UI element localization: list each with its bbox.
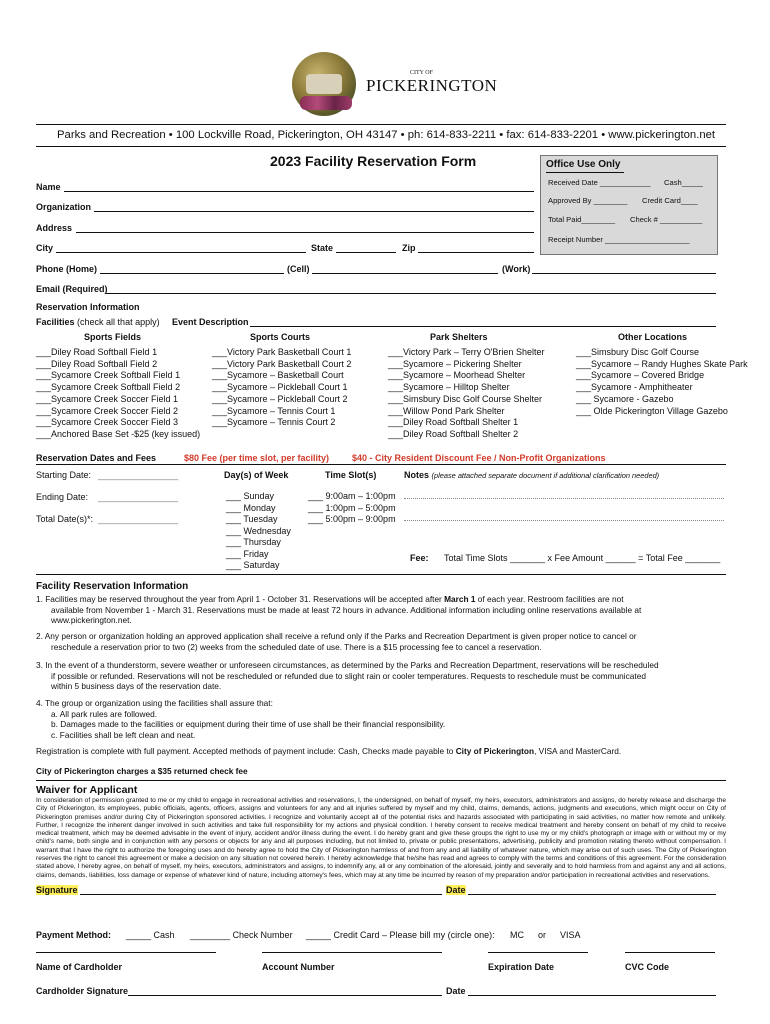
phone-home-label: Phone (Home)	[36, 264, 98, 274]
mc-option[interactable]: MC	[510, 930, 524, 940]
payment-method-label: Payment Method:	[36, 930, 112, 940]
form-title: 2023 Facility Reservation Form	[270, 153, 477, 169]
days-header: Day(s) of Week	[224, 470, 289, 480]
seal-building-image	[306, 74, 342, 94]
pay-credit-option[interactable]: _____ Credit Card – Please bill my (circle one):	[306, 930, 495, 940]
time-slots-header: Time Slot(s)	[325, 470, 377, 480]
email-input[interactable]	[106, 285, 716, 294]
info-item-3	[36, 660, 726, 692]
cell-label: (Cell)	[287, 264, 310, 274]
day-option[interactable]: ___ Tuesday	[226, 514, 278, 524]
ending-date-label: Ending Date:	[36, 492, 89, 502]
waiver-rule	[36, 780, 726, 781]
organization-input[interactable]	[94, 203, 534, 212]
park-shelters-header: Park Shelters	[430, 332, 488, 342]
check-number-field: Check # __________	[630, 215, 703, 224]
city-label: City	[36, 243, 54, 253]
reservation-info-heading: Reservation Information	[36, 302, 140, 312]
info-rule	[36, 574, 726, 575]
address-label: Address	[36, 223, 73, 233]
account-number-label: Account Number	[262, 962, 335, 972]
sports-court-option[interactable]: ___Sycamore – Pickleball Court 1	[212, 382, 348, 393]
cardholder-name-input[interactable]	[36, 952, 216, 953]
info-item-2-a: 2. Any person or organization holding an approved application shall receive a refund only if the Parks and Recreation Department is given proper notice to cancel or	[36, 631, 637, 641]
info-item-4-text: 4. The group or organization using the facilities shall assure that:	[36, 698, 273, 708]
state-input[interactable]	[336, 244, 396, 253]
sports-field-option[interactable]: ___Diley Road Softball Field 1	[36, 347, 158, 357]
other-location-option[interactable]: ___ Olde Pickerington Village Gazebo	[576, 405, 728, 416]
header-rule	[36, 124, 726, 125]
sports-field-option[interactable]: ___Sycamore Creek Soccer Field 1	[36, 393, 179, 404]
name-label: Name	[36, 182, 61, 192]
or-text: or	[538, 930, 547, 940]
signature-input[interactable]	[80, 886, 442, 895]
notes-label	[404, 470, 659, 480]
sports-court-option[interactable]: ___Sycamore – Tennis Court 1	[212, 405, 336, 416]
pay-cash-option[interactable]: _____ Cash	[126, 930, 175, 940]
state-label: State	[311, 243, 334, 253]
other-location-option[interactable]: ___Sycamore – Randy Hughes Skate Park	[576, 358, 748, 369]
sports-courts-header: Sports Courts	[250, 332, 311, 342]
info-item-2-b: reschedule a reservation prior to two (2) weeks from the scheduled date of use. There is a $15 processing fee to cancel a reservation.	[51, 641, 542, 652]
date-label: Date	[446, 885, 466, 895]
city-input[interactable]	[56, 244, 306, 253]
other-location-option[interactable]: ___Sycamore - Amphitheater	[576, 382, 693, 393]
notes-line-1[interactable]	[404, 490, 724, 499]
sports-field-option[interactable]: ___Sycamore Creek Softball Field 1	[36, 370, 181, 381]
park-shelter-option[interactable]: ___Diley Road Softball Shelter 1	[388, 417, 519, 428]
other-locations-header: Other Locations	[618, 332, 688, 342]
info-item-3-b: if possible or refunded. Reservations will not be rescheduled or refunded due to slight rain or cooler temperatures. Requests to reschedule must be communicated	[51, 670, 646, 681]
info-item-3-c: within 5 business days of the reservation date.	[51, 681, 222, 692]
sports-court-option[interactable]: ___Sycamore – Pickleball Court 2	[212, 393, 348, 404]
sports-court-option[interactable]: ___Sycamore – Tennis Court 2	[212, 417, 336, 428]
time-slot-option[interactable]: ___ 1:00pm – 5:00pm	[308, 502, 396, 513]
payment-note	[36, 746, 621, 757]
park-shelter-option[interactable]: ___Sycamore – Pickering Shelter	[388, 358, 522, 369]
expiration-date-input[interactable]	[488, 952, 588, 953]
info-item-4-a: a. All park rules are followed.	[51, 708, 158, 719]
date-input[interactable]	[468, 886, 716, 895]
receipt-number: Receipt Number ____________________	[548, 235, 690, 244]
info-item-2	[36, 631, 726, 652]
cvc-code-label: CVC Code	[625, 962, 670, 972]
signature-label: Signature	[36, 885, 78, 895]
park-shelter-option[interactable]: ___Sycamore – Hilltop Shelter	[388, 382, 510, 393]
dates-fees-heading: Reservation Dates and Fees	[36, 453, 157, 463]
info-item-1-c: available from November 1 - March 31. Reservations must be made at least 72 hours in advance. Additional information including online reservations available at	[51, 604, 642, 615]
zip-label: Zip	[402, 243, 416, 253]
email-label: Email (Required)	[36, 284, 108, 294]
waiver-text: In consideration of permission granted to me or my child to engage in recreational activities and reservations, I, the undersigned, on behalf of myself, my heirs, executors, administrators and assigns, do hereby release and discharge the City of Pickerington, its employees, public officials, agents, officers, assigns and volunteers for any and all injuries suffered by myself and my child, claims, demands, actions, judgments and executions, which might occur on City of Pickerington premises and/or during City of Pickerington sponsored activities. I recognize and voluntarily accept all of the potential risks and hazards associated with participating in said activities, no matter how remote and unlikely. Further, I recognize the inherent danger involved in such activities and take full responsibility for my actions and physical condition. I hereby consent to receive medical treatment and hereby consent on behalf of my child to receive medical treatment, which may be deemed advisable in the event of injury, accident and/or illness during the event. I do hereby grant and give these groups the right to use my or my child's photograph or image with or without my or my child's name, both single and in conjunction with any persons or objects for any and all purposes including, but not limited to, private or public presentations, advertising, publicity and promotion relating thereto without compensation. I warrant that I have the right to authorize the foregoing uses and do hereby agree to hold the City of Pickerington harmless of and from any and all liability of whatever nature, which may arise out of such uses. The City of Pickerington reserves the right to cancel this agreement or make a decision on any situation not covered herein. I hereby acknowledge that he/she has read and agrees to comply with the terms and conditions of this agreement. For the consideration stated above, I hereby agree, on behalf of myself, my heirs, executors, administrators and assigns, to indemnify any, all or any combination of the aforesaid, jointly and severally and to hold harmless from and against any and all actions, claims, demands, liabilities, loss damage or expense of whatever kind of nature, including attorney's fees, which may at any time be incurred by reason of my preparation and/or participation in recreational activities and reservations.	[36, 797, 726, 879]
sports-field-option[interactable]: ___Sycamore Creek Softball Field 2	[36, 382, 181, 393]
regular-fee: $80 Fee (per time slot, per facility)	[184, 453, 330, 463]
total-paid: Total Paid________	[548, 215, 616, 224]
info-item-1-a: 1. Facilities may be reserved throughout the year from April 1 - October 31. Reservations will be accepted after	[36, 594, 445, 604]
pay-check-option[interactable]: ________ Check Number	[190, 930, 293, 940]
organization-label: Organization	[36, 202, 92, 212]
office-use-title: Office Use Only	[546, 159, 621, 170]
office-title-underline	[546, 172, 624, 173]
info-item-4-b: b. Damages made to the facilities or equipment during their time of use shall be their financial responsibility.	[51, 719, 446, 730]
park-shelter-option[interactable]: ___Simsbury Disc Golf Course Shelter	[388, 393, 543, 404]
total-dates-input[interactable]: ________________	[98, 514, 179, 524]
park-shelter-option[interactable]: ___Diley Road Softball Shelter 2	[388, 428, 519, 439]
sports-court-option[interactable]: ___Victory Park Basketball Court 2	[212, 358, 352, 369]
sports-fields-header: Sports Fields	[84, 332, 142, 342]
sports-field-option[interactable]: ___Diley Road Softball Field 2	[36, 358, 158, 369]
returned-check-fee: City of Pickerington charges a $35 returned check fee	[36, 766, 248, 776]
fee-formula[interactable]: Total Time Slots _______ x Fee Amount ______ = Total Fee _______	[444, 553, 721, 563]
day-option[interactable]: ___ Thursday	[226, 537, 281, 547]
zip-input[interactable]	[418, 244, 534, 253]
city-name: PICKERINGTON	[366, 76, 498, 95]
seal-flowers-image	[300, 96, 352, 110]
park-shelter-option[interactable]: ___Willow Pond Park Shelter	[388, 405, 505, 416]
ending-date-input[interactable]: ________________	[98, 492, 179, 502]
total-dates-label: Total Date(s)*:	[36, 514, 94, 524]
facilities-label	[36, 317, 160, 327]
cvc-code-input[interactable]	[625, 952, 715, 953]
work-label: (Work)	[502, 264, 531, 274]
other-location-option[interactable]: ___ Sycamore - Gazebo	[576, 393, 674, 404]
credit-card-field: Credit Card____	[642, 196, 698, 205]
notes-line-2[interactable]	[404, 512, 724, 521]
notes-hint: (please attached separate document if additional clarification needed)	[431, 471, 660, 480]
day-option[interactable]: ___ Wednesday	[226, 525, 291, 536]
starting-date-input[interactable]: ________________	[98, 470, 179, 480]
phone-home-input[interactable]	[100, 265, 284, 274]
info-item-3-a: 3. In the event of a thunderstorm, severe weather or unforeseen circumstances, as determined by the Parks and Recreation Department, reservations will be rescheduled	[36, 660, 659, 670]
time-slot-option[interactable]: ___ 5:00pm – 9:00pm	[308, 514, 396, 524]
sports-field-option[interactable]: ___Anchored Base Set -$25 (key issued)	[36, 428, 201, 439]
info-item-1-bold: March 1	[444, 594, 476, 604]
day-option[interactable]: ___ Monday	[226, 502, 276, 513]
info-item-4	[36, 698, 726, 740]
cardholder-signature-label: Cardholder Signature	[36, 986, 129, 996]
discount-fee: $40 - City Resident Discount Fee / Non-Profit Organizations	[352, 453, 606, 463]
sports-court-option[interactable]: ___Victory Park Basketball Court 1	[212, 347, 352, 357]
facilities-note: (check all that apply)	[77, 317, 160, 327]
visa-option[interactable]: VISA	[560, 930, 581, 940]
name-input[interactable]	[64, 183, 534, 192]
date2-label: Date	[446, 986, 466, 996]
day-option[interactable]: ___ Sunday	[226, 491, 275, 501]
cardholder-signature-input[interactable]	[128, 987, 442, 996]
account-number-input[interactable]	[262, 952, 442, 953]
date2-input[interactable]	[468, 987, 716, 996]
event-description-label: Event Description	[172, 317, 249, 327]
sports-court-option[interactable]: ___Sycamore – Basketball Court	[212, 370, 344, 381]
facility-info-heading: Facility Reservation Information	[36, 581, 189, 592]
cell-input[interactable]	[312, 265, 498, 274]
address-input[interactable]	[76, 224, 534, 233]
contact-line: Parks and Recreation • 100 Lockville Road, Pickerington, OH 43147 • ph: 614-833-2211 • fax: 614-833-2201 • www.pickerington.net	[57, 129, 716, 141]
info-item-1	[36, 594, 726, 626]
info-item-4-c: c. Facilities shall be left clean and neat.	[51, 729, 196, 740]
work-input[interactable]	[532, 265, 716, 274]
city-of-label: CITY OF	[410, 70, 433, 76]
info-item-1-d: www.pickerington.net.	[51, 615, 132, 626]
time-slot-option[interactable]: ___ 9:00am – 1:00pm	[308, 491, 396, 501]
day-option[interactable]: ___ Friday	[226, 548, 269, 559]
park-shelter-option[interactable]: ___Sycamore – Moorhead Shelter	[388, 370, 526, 381]
event-description-input[interactable]	[250, 318, 716, 327]
facilities-label-text: Facilities	[36, 317, 75, 327]
starting-date-label: Starting Date:	[36, 470, 92, 480]
dates-rule	[36, 464, 726, 465]
other-location-option[interactable]: ___Simsbury Disc Golf Course	[576, 347, 700, 357]
sports-field-option[interactable]: ___Sycamore Creek Soccer Field 3	[36, 417, 179, 428]
payment-note-bold: City of Pickerington	[455, 746, 535, 756]
contact-rule	[36, 146, 726, 147]
expiration-date-label: Expiration Date	[488, 962, 555, 972]
payment-note-b: , VISA and MasterCard.	[534, 746, 622, 756]
park-shelter-option[interactable]: ___Victory Park – Terry O'Brien Shelter	[388, 347, 545, 357]
other-location-option[interactable]: ___Sycamore – Covered Bridge	[576, 370, 705, 381]
sports-field-option[interactable]: ___Sycamore Creek Soccer Field 2	[36, 405, 179, 416]
cash-field: Cash_____	[664, 178, 703, 187]
received-date: Received Date ____________	[548, 178, 651, 187]
waiver-heading: Waiver for Applicant	[36, 784, 138, 796]
cardholder-name-label: Name of Cardholder	[36, 962, 123, 972]
approved-by: Approved By ________	[548, 196, 628, 205]
payment-note-a: Registration is complete with full payment. Accepted methods of payment include: Cash, Checks made payable to	[36, 746, 456, 756]
day-option[interactable]: ___ Saturday	[226, 560, 280, 570]
notes-label-text: Notes	[404, 470, 430, 480]
fee-label: Fee:	[410, 553, 429, 563]
info-item-1-b: of each year. Restroom facilities are not	[475, 594, 624, 604]
